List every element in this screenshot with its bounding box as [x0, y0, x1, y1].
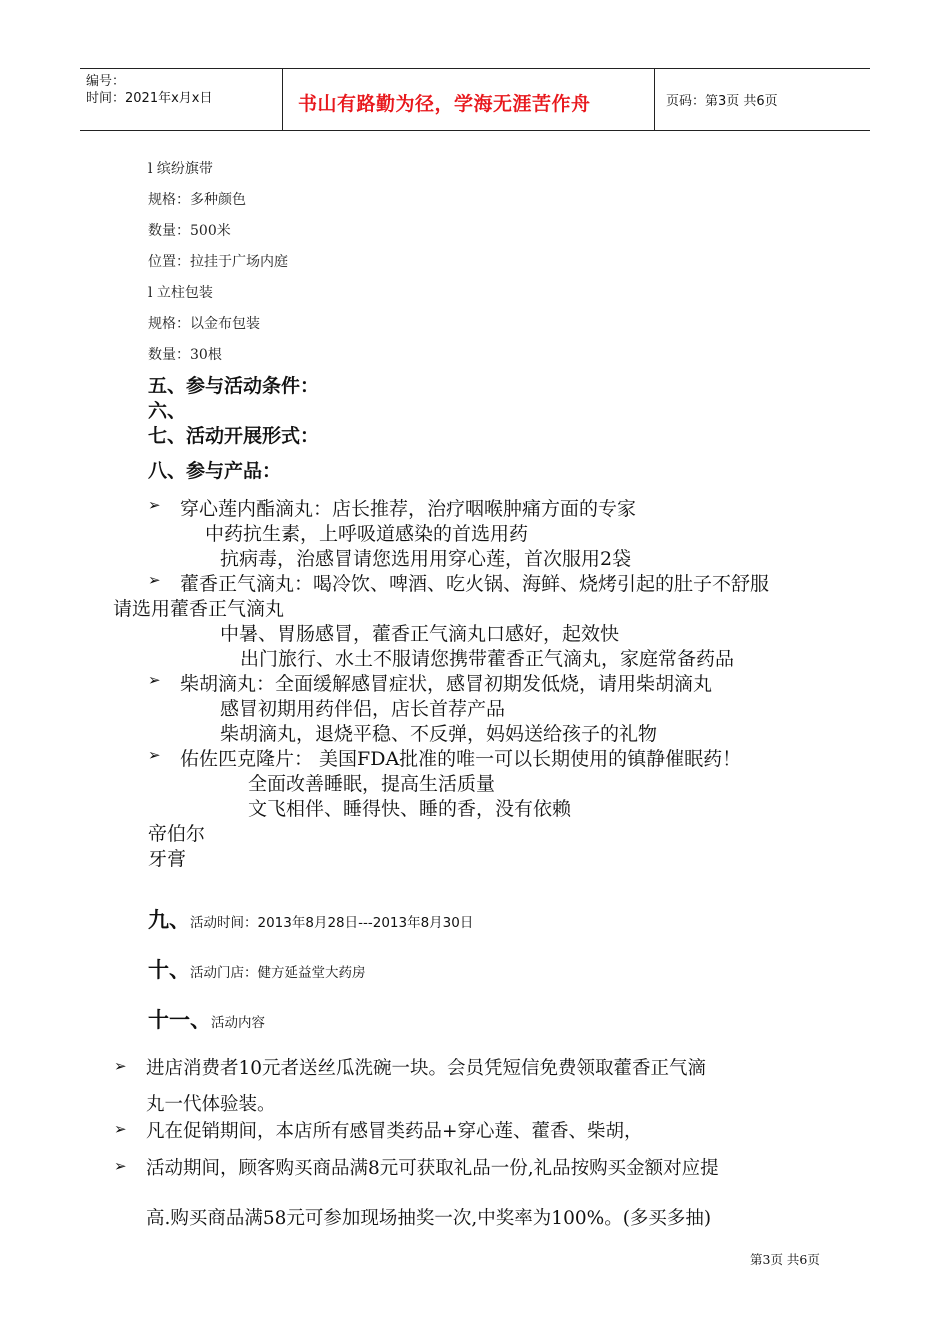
- product-line: 穿心莲内酯滴丸：店长推荐，治疗咽喉肿痛方面的专家: [180, 498, 637, 520]
- content-line: 活动期间，顾客购买商品满8元可获取礼品一份,礼品按购买金额对应提: [146, 1158, 719, 1179]
- product-line: 感冒初期用药伴侣，店长首荐产品: [220, 698, 506, 720]
- header-date: 时间：2021年x月x日: [86, 91, 213, 106]
- section-text: 活动时间：2013年8月28日---2013年8月30日: [190, 915, 474, 931]
- decoration-item: 位置：拉挂于广场内庭: [148, 254, 288, 270]
- section-heading: 七、活动开展形式：: [148, 425, 320, 447]
- content-line: 进店消费者10元者送丝瓜洗碗一块。会员凭短信免费领取藿香正气滴: [146, 1058, 707, 1079]
- product-line: 牙膏: [148, 848, 187, 870]
- arrow-bullet-icon: ➢: [114, 1120, 127, 1138]
- product-line: 全面改善睡眠，提高生活质量: [248, 773, 496, 795]
- decoration-item: 数量：30根: [148, 347, 222, 363]
- arrow-bullet-icon: ➢: [148, 671, 161, 689]
- product-line: 佑佐匹克隆片： 美国FDA批准的唯一可以长期使用的镇静催眠药！: [180, 748, 742, 770]
- product-line: 柴胡滴丸：全面缓解感冒症状，感冒初期发低烧，请用柴胡滴丸: [180, 673, 713, 695]
- product-line: 中药抗生素，上呼吸道感染的首选用药: [205, 523, 529, 545]
- section-row: [148, 1004, 265, 1034]
- section-number: 十、: [148, 957, 190, 982]
- header-motto: 书山有路勤为径，学海无涯苦作舟: [298, 93, 591, 115]
- arrow-bullet-icon: ➢: [148, 571, 161, 589]
- content-line: 丸一代体验装。: [146, 1094, 276, 1115]
- product-line: 帝伯尔: [148, 823, 206, 845]
- decoration-item: l 立柱包装: [148, 285, 213, 301]
- section-row: [148, 904, 473, 934]
- product-line: 文飞相伴、睡得快、睡的香，没有依赖: [248, 798, 572, 820]
- section-number: 十一、: [148, 1007, 211, 1032]
- page-header: [80, 68, 870, 131]
- content-line: 高.购买商品满58元可参加现场抽奖一次,中奖率为100%。(多买多抽): [146, 1208, 712, 1229]
- arrow-bullet-icon: ➢: [148, 746, 161, 764]
- arrow-bullet-icon: ➢: [148, 496, 161, 514]
- section-heading: 六、: [148, 400, 187, 422]
- header-divider: [654, 69, 655, 130]
- header-page-number: 页码：第3页 共6页: [666, 94, 778, 109]
- product-line: 藿香正气滴丸：喝冷饮、啤酒、吃火锅、海鲜、烧烤引起的肚子不舒服: [180, 573, 770, 595]
- arrow-bullet-icon: ➢: [114, 1157, 127, 1175]
- decoration-item: l 缤纷旗带: [148, 161, 213, 177]
- section-number: 九、: [148, 907, 190, 932]
- header-meta: [86, 73, 212, 107]
- section-heading: 五、参与活动条件：: [148, 375, 320, 397]
- section-row: [148, 954, 366, 984]
- product-line: 柴胡滴丸，退烧平稳、不反弹，妈妈送给孩子的礼物: [220, 723, 658, 745]
- page-footer: 第3页 共6页: [750, 1252, 820, 1267]
- decoration-item: 规格：多种颜色: [148, 192, 246, 208]
- section-text: 活动门店：健方延益堂大药房: [190, 965, 366, 981]
- arrow-bullet-icon: ➢: [114, 1057, 127, 1075]
- header-serial: 编号：: [86, 74, 126, 89]
- decoration-item: 数量：500米: [148, 223, 231, 239]
- product-line: 出门旅行、水土不服请您携带藿香正气滴丸，家庭常备药品: [240, 648, 735, 670]
- decoration-item: 规格：以金布包装: [148, 316, 260, 332]
- product-line: 请选用藿香正气滴丸: [113, 598, 285, 620]
- product-line: 抗病毒，治感冒请您选用用穿心莲，首次服用2袋: [220, 548, 632, 570]
- product-line: 中暑、胃肠感冒，藿香正气滴丸口感好，起效快: [220, 623, 620, 645]
- section-heading: 八、参与产品：: [148, 460, 282, 482]
- section-text: 活动内容: [211, 1015, 265, 1031]
- content-line: 凡在促销期间，本店所有感冒类药品+穿心莲、藿香、柴胡，: [146, 1121, 643, 1142]
- header-divider: [282, 69, 283, 130]
